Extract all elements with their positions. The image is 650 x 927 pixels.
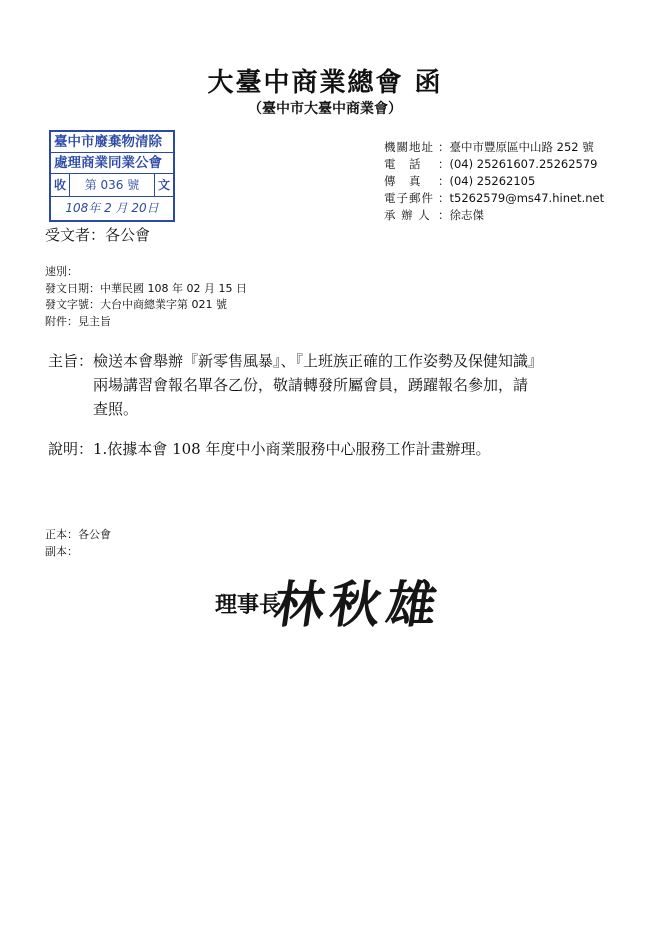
stamp-receive-char: 收 <box>51 174 70 196</box>
recipient: 受文者：各公會 <box>45 226 151 244</box>
stamp-doc-char: 文 <box>157 178 170 192</box>
subject-line-3: 查照。 <box>93 400 139 418</box>
document-subtitle: （臺中市大臺中商業會） <box>248 101 402 117</box>
issue-date: 發文日期：中華民國 108 年 02 月 15 日 <box>45 281 247 295</box>
subject-section <box>48 349 543 421</box>
email-label: 電子郵件 <box>384 191 434 205</box>
main-copy: 正本：各公會 <box>45 528 111 541</box>
attachment-field: 附件：見主旨 <box>45 314 111 328</box>
document-meta <box>45 264 247 330</box>
stamp-date: 108年 2 月 20日 <box>65 201 159 215</box>
address-value: ：臺中市豐原區中山路 252 號 <box>438 140 594 154</box>
handler-label: 承 辦 人 <box>384 208 431 222</box>
stamp-org-line2: 處理商業同業公會 <box>54 155 162 171</box>
signature-name: 林秋雄 <box>270 575 447 634</box>
document-title: 大臺中商業總會 函 <box>207 68 443 98</box>
carbon-copy: 副本： <box>45 544 78 558</box>
stamp-number: 第 036 號 <box>70 174 155 196</box>
speed-field: 速別： <box>45 265 78 278</box>
explanation-section: 說明：1.依據本會 108 年度中小商業服務中心服務工作計畫辦理。 <box>48 440 491 458</box>
address-label: 機關地址 <box>384 140 434 154</box>
stamp-number-row <box>51 173 173 197</box>
signature-title: 理事長 <box>215 593 282 618</box>
email-value: ：t5262579@ms47.hinet.net <box>438 191 605 205</box>
contact-block <box>384 139 604 224</box>
copies-section <box>45 527 111 560</box>
handler-value: ：徐志傑 <box>438 208 484 222</box>
phone-label: 電 話 <box>384 157 422 171</box>
fax-label: 傳 真 <box>384 174 422 188</box>
phone-value: ：(04) 25261607.25262579 <box>438 157 598 171</box>
stamp-org-line1: 臺中市廢棄物清除 <box>51 132 173 153</box>
subject-line-1: 主旨：檢送本會舉辦『新零售風暴』、『上班族正確的工作姿勢及保健知識』 <box>48 352 544 370</box>
receipt-stamp <box>49 130 175 222</box>
fax-value: ：(04) 25262105 <box>438 174 536 188</box>
document-number: 發文字號：大台中商總業字第 021 號 <box>45 298 227 311</box>
subject-line-2: 兩場講習會報名單各乙份，敬請轉發所屬會員，踴躍報名參加，請 <box>93 376 529 394</box>
